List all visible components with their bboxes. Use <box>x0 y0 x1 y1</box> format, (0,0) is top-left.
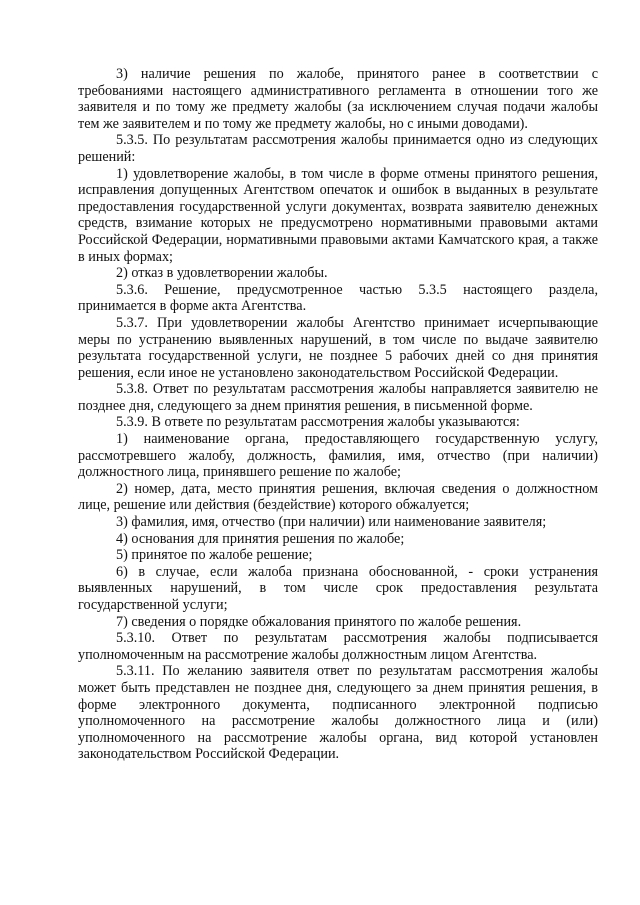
paragraph-decision-refuse: 2) отказ в удовлетворении жалобы. <box>116 265 328 282</box>
paragraph-5-3-11: 5.3.11. По желанию заявителя ответ по результатам рассмотрения жалобы может быть представлен не позднее дня, следующего за днем принятия решения, в форме электронного документа, подписанного электронной подписью уполномоченного на рассмотрение жалобы должностного лица и (или) уполномоченного на рассмотрение жалобы органа, вид которой установлен законодательством Российской Федерации. <box>78 663 598 763</box>
paragraph-answer-item-2: 2) номер, дата, место принятия решения, включая сведения о должностном лице, решение или действия (бездействие) которого обжалуется; <box>78 480 598 514</box>
paragraph-5-3-5: 5.3.5. По результатам рассмотрения жалобы принимается одно из следующих решений: <box>78 132 598 165</box>
paragraph-decision-satisfy: 1) удовлетворение жалобы, в том числе в форме отмены принятого решения, исправления допущенных Агентством опечаток и ошибок в выданных в результате предоставления государственной услуги документах, возврата заявителю денежных средств, взимание которых не предусмотрено нормативными правовыми актами Российской Федерации, нормативными правовыми актами Камчатского края, а также в иных формах; <box>78 165 598 265</box>
paragraph-answer-item-5: 5) принятое по жалобе решение; <box>116 547 313 564</box>
paragraph-5-3-10: 5.3.10. Ответ по результатам рассмотрения жалобы подписывается уполномоченным на рассмотрение жалобы должностным лицом Агентства. <box>78 630 598 663</box>
document-page <box>78 66 598 763</box>
paragraph-answer-item-3: 3) фамилия, имя, отчество (при наличии) или наименование заявителя; <box>116 514 547 531</box>
paragraph-5-3-6: 5.3.6. Решение, предусмотренное частью 5.3.5 настоящего раздела, принимается в форме акта Агентства. <box>78 281 598 315</box>
paragraph-answer-item-7: 7) сведения о порядке обжалования принятого по жалобе решения. <box>116 613 522 630</box>
paragraph-5-3-7: 5.3.7. При удовлетворении жалобы Агентство принимает исчерпывающие меры по устранению выявленных нарушений, в том числе по выдаче заявителю результата государственной услуги, не позднее 5 рабочих дней со дня принятия решения, если иное не установлено законодательством Российской Федерации. <box>78 314 598 381</box>
paragraph-answer-item-1: 1) наименование органа, предоставляющего государственную услугу, рассмотревшего жалобу, должность, фамилия, имя, отчество (при наличии) должностного лица, принявшего решение по жалобе; <box>78 431 598 481</box>
paragraph-5-3-8: 5.3.8. Ответ по результатам рассмотрения жалобы направляется заявителю не позднее дня, следующего за днем принятия решения, в письменной форме. <box>78 381 598 414</box>
paragraph-5-3-9: 5.3.9. В ответе по результатам рассмотрения жалобы указываются: <box>116 414 520 431</box>
paragraph-item-3-prior-decision: 3) наличие решения по жалобе, принятого ранее в соответствии с требованиями настоящего административного регламента в отношении того же заявителя и по тому же предмету жалобы (за исключением случая подачи жалобы тем же заявителем и по тому же предмету жалобы, но с иными доводами). <box>78 66 598 132</box>
paragraph-answer-item-4: 4) основания для принятия решения по жалобе; <box>116 530 405 547</box>
paragraph-answer-item-6: 6) в случае, если жалоба признана обоснованной, - сроки устранения выявленных нарушений, в том числе срок предоставления результата государственной услуги; <box>78 563 598 613</box>
